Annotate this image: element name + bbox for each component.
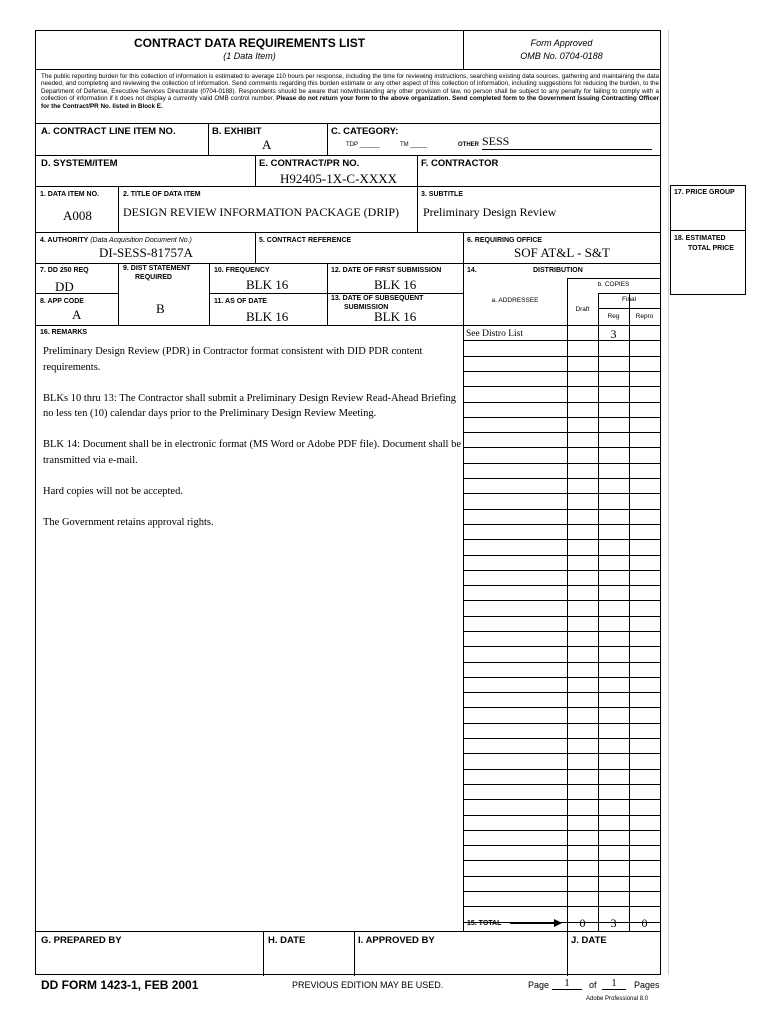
- of-label: of: [589, 980, 597, 990]
- contract-reference-label: 5. CONTRACT REFERENCE: [259, 237, 352, 244]
- requiring-office-label: 6. REQUIRING OFFICE: [467, 237, 543, 244]
- system-item-label: D. SYSTEM/ITEM: [41, 158, 118, 169]
- clin-label: A. CONTRACT LINE ITEM NO.: [41, 126, 176, 137]
- estimated-price-label: 18. ESTIMATED: [674, 235, 726, 242]
- distribution-row-line: [463, 906, 660, 907]
- category-tm: TM _____: [400, 142, 428, 148]
- approved-date-label: J. DATE: [571, 935, 607, 946]
- distribution-column-line: [598, 293, 599, 931]
- pages-label: Pages: [634, 980, 660, 990]
- distribution-row-line: [463, 600, 660, 601]
- distribution-row-line: [463, 432, 660, 433]
- subtitle-value[interactable]: Preliminary Design Review: [423, 205, 557, 219]
- reg-label: Reg: [607, 313, 620, 320]
- subsequent-submission-value[interactable]: BLK 16: [374, 309, 417, 324]
- remark-3: BLK 14: Document shall be in electronic format (MS Word or Adobe PDF file). Document shall be transmitted via e-mail.: [43, 439, 462, 466]
- addressee-label: a. ADDRESSEE: [491, 297, 539, 304]
- distribution-row-line: [463, 631, 660, 632]
- copies-label: b. COPIES: [597, 281, 630, 288]
- distribution-row-line: [463, 493, 660, 494]
- frequency-label: 10. FREQUENCY: [214, 267, 270, 274]
- producer-label: Adobe Professional 8.0: [586, 996, 649, 1002]
- distribution-row-line: [463, 830, 660, 831]
- first-submission-label: 12. DATE OF FIRST SUBMISSION: [331, 267, 442, 274]
- title-label: 2. TITLE OF DATA ITEM: [123, 191, 201, 198]
- distribution-row-line: [463, 555, 660, 556]
- burden-statement: The public reporting burden for this collection of information is estimated to average 110 hours per response, including the time for reviewing instructions, searching existing data sources, gathering and maintaining the data needed, and completing and reviewing the collection of information. Send comments regarding this burden estimate or any other aspect of this collection of information, including suggestions for reducing the burden, to the Department of Defense, Executive Services Directorate (0704-0188). Respondents should be aware that notwithstanding any other provision of law, no person shall be subject to any penalty for failing to comply with a collection of information if it does not display a currently valid OMB control number. Please do not return your form to the above organization. Send completed form to the Government Issuing Contracting Officer for the Contract/PR No. listed in Block E.: [41, 73, 659, 110]
- form-approved: Form Approved: [530, 38, 593, 48]
- prepared-by-label: G. PREPARED BY: [41, 935, 122, 946]
- remark-1: Preliminary Design Review (PDR) in Contractor format consistent with DID PDR content requirements.: [43, 346, 423, 373]
- distribution-row-line: [463, 692, 660, 693]
- distribution-row-line: [463, 340, 660, 341]
- form-subtitle: (1 Data Item): [223, 51, 276, 61]
- category-label: C. CATEGORY:: [331, 126, 399, 137]
- total-label: 15. TOTAL: [467, 920, 502, 927]
- form-id: DD FORM 1423-1, FEB 2001: [41, 978, 199, 992]
- distribution-row-line: [463, 860, 660, 861]
- category-value[interactable]: SESS: [482, 134, 510, 148]
- distribution-row-line: [463, 585, 660, 586]
- remarks-text: [43, 344, 463, 546]
- frequency-value[interactable]: BLK 16: [246, 277, 289, 292]
- cdrl-form: [35, 30, 661, 975]
- final-label: Final: [621, 296, 637, 303]
- distribution-label: DISTRIBUTION: [533, 267, 583, 274]
- app-code-label: 8. APP CODE: [40, 298, 84, 305]
- category-other: OTHER: [458, 142, 479, 148]
- total-draft: 0: [579, 916, 586, 930]
- authority-label: 4. AUTHORITY (Data Acquisition Document No.): [40, 237, 192, 244]
- distribution-row-line: [463, 799, 660, 800]
- remark-5: The Government retains approval rights.: [43, 516, 214, 528]
- page-label: Page: [528, 980, 550, 990]
- distribution-row-line: [463, 478, 660, 479]
- as-of-date-label: 11. AS OF DATE: [214, 298, 267, 305]
- approved-by-label: I. APPROVED BY: [358, 935, 435, 946]
- distribution-reg-1[interactable]: 3: [610, 327, 617, 341]
- distribution-row-line: [463, 876, 660, 877]
- remark-4: Hard copies will not be accepted.: [43, 485, 183, 497]
- form-title: CONTRACT DATA REQUIREMENTS LIST: [133, 36, 366, 50]
- distribution-row-line: [463, 891, 660, 892]
- total-arrowhead-icon: [554, 919, 562, 927]
- price-group-label: 17. PRICE GROUP: [674, 189, 735, 196]
- margin-rule: [668, 30, 669, 975]
- prepared-date-label: H. DATE: [268, 935, 306, 946]
- distribution-row-line: [463, 738, 660, 739]
- total-reg: 3: [610, 916, 617, 930]
- remark-2: BLKs 10 thru 13: The Contractor shall submit a Preliminary Design Review Read-Ahead Briefing no less ten (10) calendar days prior to the Preliminary Design Review Meeting.: [43, 392, 457, 419]
- distribution-column-line: [629, 293, 630, 931]
- distribution-row-line: [463, 646, 660, 647]
- contract-no-label: E. CONTRACT/PR NO.: [259, 158, 360, 169]
- distribution-row-line: [463, 845, 660, 846]
- distribution-row-line: [463, 662, 660, 663]
- page-number[interactable]: 1: [552, 977, 582, 990]
- first-submission-value[interactable]: BLK 16: [374, 277, 417, 292]
- estimated-price-label-2: TOTAL PRICE: [688, 245, 734, 252]
- total-arrow-icon: [510, 923, 556, 924]
- total-repro: 0: [641, 916, 648, 930]
- as-of-date-value[interactable]: BLK 16: [246, 309, 289, 324]
- distribution-row-line: [463, 677, 660, 678]
- distribution-row-line: [463, 815, 660, 816]
- distribution-row-line: [463, 616, 660, 617]
- contract-no-value[interactable]: H92405-1X-C-XXXX: [280, 171, 397, 186]
- repro-label: Repro: [635, 313, 654, 320]
- distribution-addressee-1[interactable]: See Distro List: [466, 329, 523, 339]
- distribution-row-line: [463, 356, 660, 357]
- distribution-row-line: [463, 371, 660, 372]
- data-item-no-label: 1. DATA ITEM NO.: [40, 191, 99, 198]
- distribution-row-line: [463, 447, 660, 448]
- dd250-value[interactable]: DD: [55, 279, 74, 294]
- data-item-no-value[interactable]: A008: [63, 208, 92, 223]
- distribution-row-line: [463, 509, 660, 510]
- exhibit-label: B. EXHIBIT: [212, 126, 262, 137]
- dist-statement-value[interactable]: B: [156, 301, 165, 316]
- distribution-row-line: [463, 463, 660, 464]
- price-group-box: [670, 185, 746, 231]
- omb-number: OMB No. 0704-0188: [520, 51, 603, 61]
- requiring-office-value[interactable]: SOF AT&L - S&T: [514, 245, 610, 260]
- contractor-label: F. CONTRACTOR: [421, 158, 499, 169]
- distribution-row-line: [463, 539, 660, 540]
- app-code-value[interactable]: A: [72, 307, 82, 322]
- distribution-number: 14.: [467, 267, 477, 274]
- page-total[interactable]: 1: [602, 977, 626, 990]
- distribution-column-line: [567, 278, 568, 931]
- dist-statement-label: 9. DIST STATEMENT: [123, 265, 191, 272]
- distribution-row-line: [463, 769, 660, 770]
- exhibit-value[interactable]: A: [262, 137, 272, 152]
- subsequent-submission-label-2: SUBMISSION: [344, 304, 389, 311]
- dd250-label: 7. DD 250 REQ: [40, 267, 89, 274]
- distribution-row-line: [463, 524, 660, 525]
- title-value[interactable]: DESIGN REVIEW INFORMATION PACKAGE (DRIP): [123, 205, 400, 219]
- estimated-price-box: [670, 230, 746, 295]
- distribution-row-line: [463, 723, 660, 724]
- draft-label: Draft: [575, 306, 590, 313]
- remarks-label: 16. REMARKS: [40, 329, 88, 336]
- category-tdp: TDP ______: [346, 142, 380, 148]
- distribution-row-line: [463, 417, 660, 418]
- distribution-row-line: [463, 386, 660, 387]
- distribution-row-line: [463, 707, 660, 708]
- distribution-row-line: [463, 402, 660, 403]
- authority-value[interactable]: DI-SESS-81757A: [99, 245, 193, 260]
- distribution-row-line: [463, 570, 660, 571]
- distribution-row-line: [463, 753, 660, 754]
- distribution-row-line: [463, 784, 660, 785]
- dist-statement-label-2: REQUIRED: [135, 274, 172, 281]
- subtitle-label: 3. SUBTITLE: [421, 191, 464, 198]
- subsequent-submission-label: 13. DATE OF SUBSEQUENT: [331, 295, 424, 302]
- previous-edition: PREVIOUS EDITION MAY BE USED.: [292, 980, 444, 990]
